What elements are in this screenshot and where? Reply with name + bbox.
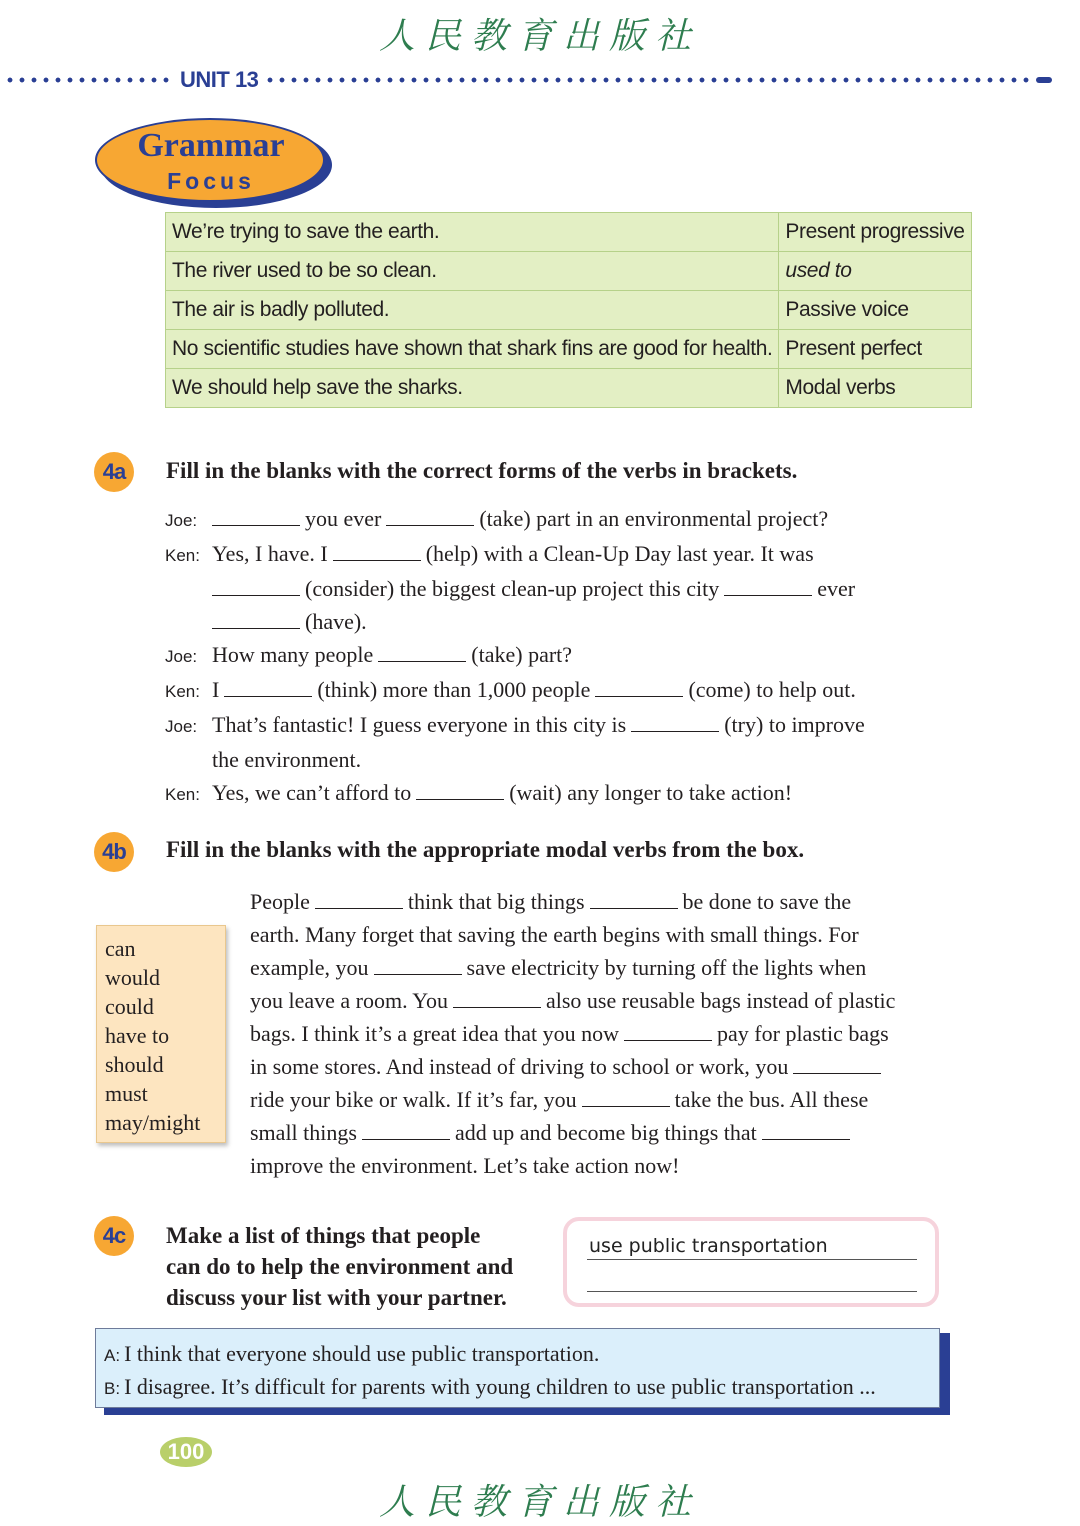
- unit-header: [4, 66, 1076, 94]
- speaker-label: Ken:: [165, 682, 200, 701]
- passage-line: ride your bike or walk. If it’s far, you take the bus. All these: [250, 1087, 869, 1112]
- dialogue-text: (take) part?: [471, 642, 573, 667]
- dialogue-line: [165, 502, 945, 537]
- dialogue-text: Yes, I have. I: [212, 541, 328, 566]
- passage-line: small things add up and become big things that: [250, 1116, 942, 1149]
- answer-blank[interactable]: [582, 1086, 670, 1107]
- answer-blank[interactable]: [453, 987, 541, 1008]
- grammar-focus-title: Grammar: [137, 127, 285, 164]
- dotted-rule-right: [264, 77, 1034, 83]
- speaker-label: A:: [104, 1346, 121, 1365]
- dialogue-text: you ever: [305, 506, 382, 531]
- exercise-4c-instruction: Make a list of things that people can do to help the environment and discuss your list with your partner.: [166, 1223, 514, 1310]
- passage-line: you leave a room. You also use reusable bags instead of plastic: [250, 988, 896, 1013]
- grammar-term: Passive voice: [779, 291, 971, 330]
- answer-blank[interactable]: [212, 575, 300, 596]
- unit-label: UNIT 13: [180, 67, 259, 92]
- word-option: would: [105, 965, 160, 990]
- grammar-term: Present progressive: [779, 213, 971, 252]
- answer-blank[interactable]: [378, 641, 466, 662]
- answer-blank[interactable]: [416, 779, 504, 800]
- answer-blank[interactable]: [212, 608, 300, 629]
- word-option: must: [105, 1081, 148, 1106]
- ideas-list-box: [563, 1217, 939, 1307]
- dialogue-text: (think) more than 1,000 people: [317, 677, 591, 702]
- table-row: [166, 330, 972, 369]
- publisher-logo-bottom: 人民教育出版社: [378, 1482, 701, 1523]
- dialogue-line: [165, 638, 945, 673]
- table-row: [166, 369, 972, 408]
- publisher-logo-top: 人民教育出版社: [378, 16, 701, 57]
- dialogue-line: [104, 1371, 939, 1404]
- table-row: [166, 252, 972, 291]
- dialogue-text: ever: [817, 576, 856, 601]
- answer-blank[interactable]: [362, 1119, 450, 1140]
- dialogue-text: How many people: [212, 642, 374, 667]
- dialogue-line: [165, 537, 945, 572]
- dialogue-text: Yes, we can’t afford to: [212, 780, 412, 805]
- grammar-term: Modal verbs: [779, 369, 971, 408]
- answer-blank[interactable]: [762, 1119, 850, 1140]
- grammar-focus-subtitle: Focus: [167, 168, 255, 194]
- dialogue-text: (consider) the biggest clean-up project this city: [305, 576, 720, 601]
- word-option: can: [105, 936, 136, 961]
- speaker-label: Joe:: [165, 717, 198, 736]
- dialogue-line: [165, 776, 945, 811]
- exercise-badge-4a: 4a: [94, 452, 134, 492]
- table-row: [166, 213, 972, 252]
- passage-line: in some stores. And instead of driving to school or work, you: [250, 1050, 942, 1083]
- dotted-rule-left: [4, 77, 174, 83]
- answer-blank[interactable]: [631, 711, 719, 732]
- dialogue-text: (help) with a Clean-Up Day last year. It was: [425, 541, 814, 566]
- word-option: could: [105, 994, 154, 1019]
- dialogue-text: That’s fantastic! I guess everyone in this city is: [212, 712, 627, 737]
- answer-blank[interactable]: [333, 540, 421, 561]
- answer-blank[interactable]: [595, 676, 683, 697]
- answer-blank[interactable]: [386, 505, 474, 526]
- word-option: have to: [105, 1023, 170, 1048]
- example-sentence: No scientific studies have shown that shark fins are good for health.: [166, 330, 779, 369]
- grammar-term: used to: [779, 252, 971, 291]
- grammar-table: [165, 212, 972, 408]
- dialogue-text: (have).: [305, 609, 367, 634]
- answer-blank[interactable]: [315, 888, 403, 909]
- exercise-badge-4c: 4c: [94, 1216, 134, 1256]
- dialogue-text: (try) to improve: [724, 712, 865, 737]
- passage-line: example, you save electricity by turning off the lights when: [250, 955, 867, 980]
- modal-verb-word-box: [96, 925, 226, 1143]
- grammar-term: Present perfect: [779, 330, 971, 369]
- speaker-label: Joe:: [165, 647, 198, 666]
- passage-line: earth. Many forget that saving the earth begins with small things. For: [250, 922, 859, 947]
- example-sentence: We’re trying to save the earth.: [166, 213, 779, 252]
- dialogue-line: [104, 1338, 939, 1371]
- list-item: use public transportation: [589, 1235, 828, 1257]
- speaker-label: B:: [104, 1379, 121, 1398]
- example-sentence: The air is badly polluted.: [166, 291, 779, 330]
- table-row: [166, 291, 972, 330]
- answer-blank[interactable]: [590, 888, 678, 909]
- speaker-label: Ken:: [165, 546, 200, 565]
- exercise-4b-passage: [250, 885, 942, 1182]
- dialogue-line: [165, 708, 945, 743]
- example-sentence: We should help save the sharks.: [166, 369, 779, 408]
- speaker-label: Joe:: [165, 511, 198, 530]
- dialogue-line: [165, 673, 945, 708]
- dialogue-text: I think that everyone should use public transportation.: [124, 1341, 600, 1366]
- speaker-label: Ken:: [165, 785, 200, 804]
- example-dialogue-box: [95, 1328, 940, 1408]
- exercise-4b-instruction: Fill in the blanks with the appropriate modal verbs from the box.: [166, 837, 805, 862]
- dialogue-line: [165, 743, 945, 776]
- dialogue-text: (wait) any longer to take action!: [509, 780, 793, 805]
- exercise-badge-4b: 4b: [94, 832, 134, 872]
- answer-blank[interactable]: [224, 676, 312, 697]
- word-option: should: [105, 1052, 164, 1077]
- list-entry-line[interactable]: [587, 1259, 917, 1260]
- exercise-4a-instruction: Fill in the blanks with the correct forms of the verbs in brackets.: [166, 458, 798, 483]
- list-entry-line[interactable]: [587, 1291, 917, 1292]
- passage-line: bags. I think it’s a great idea that you now pay for plastic bags: [250, 1021, 889, 1046]
- answer-blank[interactable]: [374, 954, 462, 975]
- passage-line: People think that big things be done to save the: [250, 889, 852, 914]
- dialogue-line: [165, 605, 945, 638]
- answer-blank[interactable]: [212, 505, 300, 526]
- dialogue-text: I disagree. It’s difficult for parents with young children to use public transportation ...: [124, 1374, 876, 1399]
- dialogue-text: the environment.: [212, 747, 362, 772]
- answer-blank[interactable]: [724, 575, 812, 596]
- passage-line: improve the environment. Let’s take action now!: [250, 1153, 680, 1178]
- word-option: may/might: [105, 1110, 201, 1135]
- dotted-rule-cap: [1036, 77, 1052, 83]
- dialogue-line: [165, 572, 945, 605]
- answer-blank[interactable]: [624, 1020, 712, 1041]
- exercise-4a-dialogue: [165, 502, 945, 811]
- dialogue-text: I: [212, 677, 220, 702]
- answer-blank[interactable]: [793, 1053, 881, 1074]
- example-sentence: The river used to be so clean.: [166, 252, 779, 291]
- dialogue-text: (come) to help out.: [688, 677, 856, 702]
- dialogue-text: (take) part in an environmental project?: [479, 506, 829, 531]
- page-number: 100: [160, 1437, 212, 1467]
